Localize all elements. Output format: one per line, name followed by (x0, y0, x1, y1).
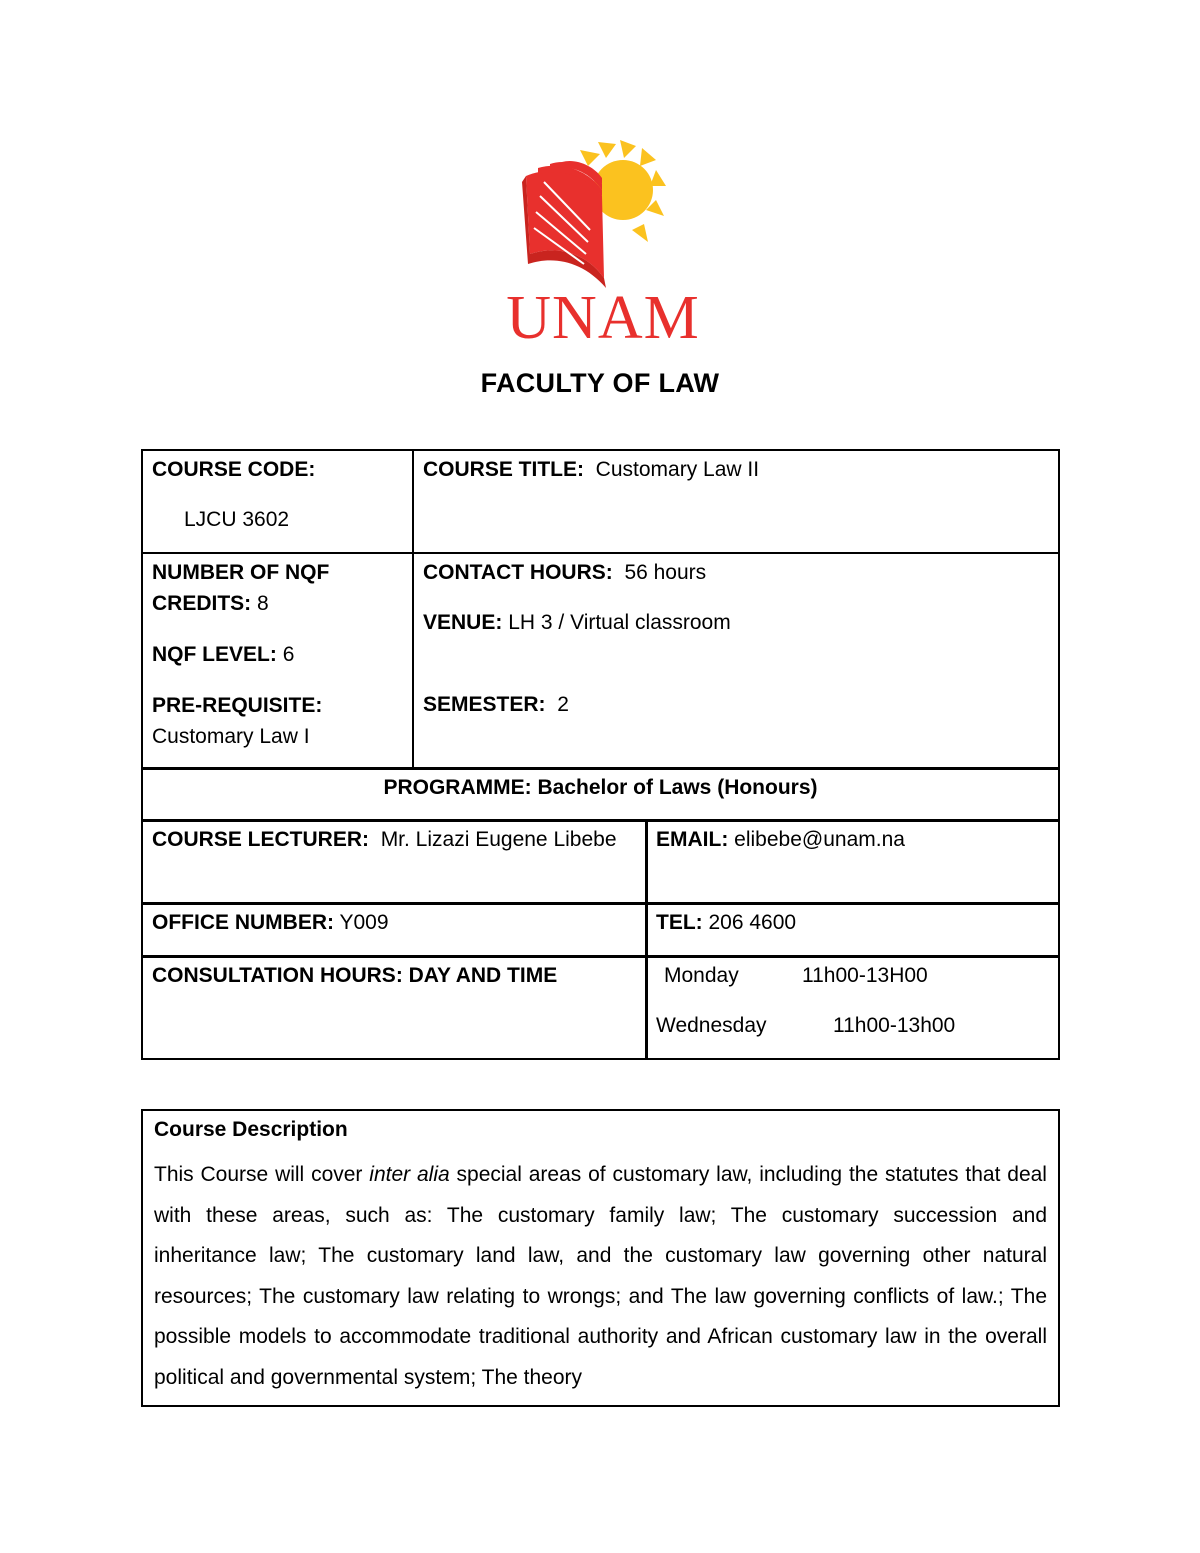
office-value: Y009 (339, 911, 389, 934)
course-code-cell (141, 449, 414, 554)
tel-cell (645, 902, 1060, 958)
course-title-label: COURSE TITLE: (423, 458, 584, 481)
email-value[interactable]: elibebe@unam.na (734, 828, 905, 851)
tel-value: 206 4600 (708, 911, 797, 934)
venue-label: VENUE: (423, 611, 503, 634)
course-title-value: Customary Law II (595, 458, 760, 481)
nqf-level-value: 6 (282, 643, 295, 666)
unam-logo (478, 138, 728, 358)
course-code-value: LJCU 3602 (184, 508, 290, 531)
consultation-day: Monday (664, 964, 739, 987)
consultation-time: 11h00-13H00 (802, 964, 928, 987)
semester-value: 2 (557, 693, 569, 716)
course-description-text: This Course will cover inter alia special areas of customary law, including the statutes that deal with these areas, such as: The customary family law; The customary succession and inheritance law; The customary land law, and the customary law governing other natural resources; The customary law relating to wrongs; and The law governing conflicts of law.; The possible models to accommodate traditional authority and African customary law in the overall political and governmental system; The theory (154, 1163, 1047, 1389)
nqf-level-label: NQF LEVEL: (152, 643, 277, 666)
consultation-label: CONSULTATION HOURS: DAY AND TIME (152, 964, 558, 987)
credits-label: CREDITS: (152, 592, 252, 615)
lecturer-label: COURSE LECTURER: (152, 828, 370, 851)
venue-value: LH 3 / Virtual classroom (508, 611, 731, 634)
consultation-row (656, 1010, 1049, 1041)
office-label: OFFICE NUMBER: (152, 911, 334, 934)
semester-label: SEMESTER: (423, 693, 546, 716)
consultation-times-cell (645, 955, 1060, 1060)
programme-cell (141, 767, 1060, 822)
contact-hours-value: 56 hours (624, 561, 707, 584)
book-icon (522, 161, 606, 288)
email-label: EMAIL: (656, 828, 729, 851)
logo-wordmark: UNAM (506, 284, 700, 352)
course-code-label: COURSE CODE: (152, 458, 316, 481)
course-title-cell (412, 449, 1060, 554)
programme-value: Bachelor of Laws (Honours) (537, 776, 818, 799)
contact-hours-label: CONTACT HOURS: (423, 561, 613, 584)
office-cell (141, 902, 648, 958)
course-description-box (141, 1109, 1060, 1407)
contact-cell (412, 552, 1060, 770)
prerequisite-label: PRE-REQUISITE: (152, 694, 323, 717)
lecturer-value: Mr. Lizazi Eugene Libebe (380, 828, 617, 851)
consultation-day: Wednesday (656, 1014, 767, 1037)
credits-cell (141, 552, 414, 770)
faculty-title: FACULTY OF LAW (480, 368, 720, 398)
prerequisite-value: Customary Law I (152, 725, 310, 748)
course-description-heading: Course Description (154, 1118, 348, 1141)
consultation-cell (141, 955, 648, 1060)
consultation-time: 11h00-13h00 (833, 1014, 956, 1037)
credits-label-line1: NUMBER OF NQF (152, 561, 330, 584)
tel-label: TEL: (656, 911, 703, 934)
consultation-row (656, 960, 1049, 991)
credits-value: 8 (257, 592, 269, 615)
lecturer-cell (141, 819, 648, 905)
programme-label: PROGRAMME: (383, 776, 532, 799)
email-cell (645, 819, 1060, 905)
latin-phrase: inter alia (369, 1163, 450, 1186)
